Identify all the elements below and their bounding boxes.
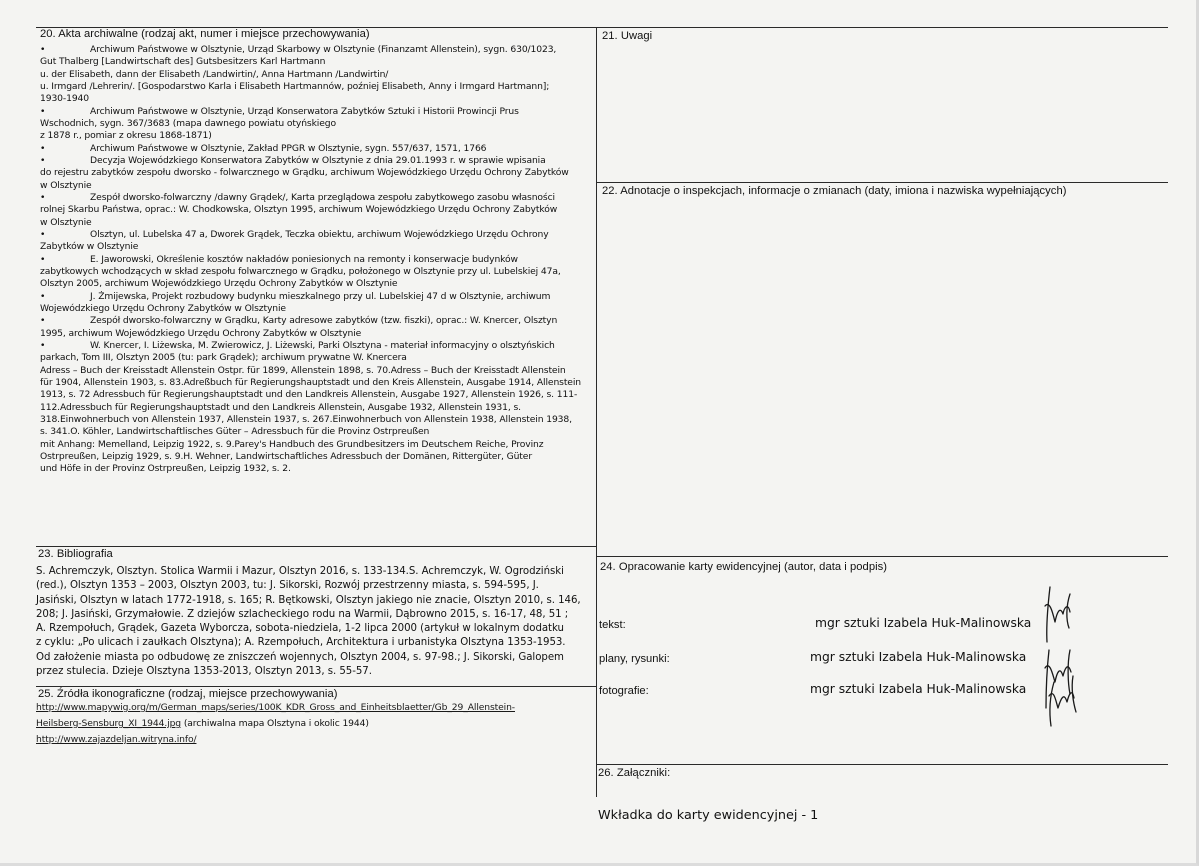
website-link[interactable]: http://www.zajazdeljan.witryna.info/ xyxy=(36,734,197,745)
section-23-bibliography xyxy=(36,565,596,679)
bibliography-line: (red.), Olsztyn 1353 – 2003, Olsztyn 2003, tu: J. Sikorski, Rozwój przestrzenny miasta, s. 594-595, J. xyxy=(36,580,539,592)
archival-record-text: Wojewódzkiego Urzędu Ochrony Zabytków w Olsztynie xyxy=(40,302,286,314)
section-22-header: 22. Adnotacje o inspekcjach, informacje o zmianach (daty, imiona i nazwiska wypełniających) xyxy=(602,185,1067,197)
archival-record-text: Gut Thalberg [Landwirtschaft des] Gutsbesitzers Karl Hartmann xyxy=(40,56,326,68)
archival-record-text: Zespół dworsko-folwarczny /dawny Grądek/, Karta przeglądowa zespołu zabytkowego zasobu własności xyxy=(90,191,555,203)
archival-record-line xyxy=(40,328,361,340)
section-26-header: 26. Załączniki: xyxy=(598,767,671,779)
archival-record-line xyxy=(40,278,397,290)
archival-record-text: w Olsztynie xyxy=(40,216,92,228)
archival-record-line xyxy=(40,303,286,315)
archival-record-text: Zespół dworsko-folwarczny w Grądku, Karty adresowe zabytków (tzw. fiszki), oprac.: W. Knercer, Olsztyn xyxy=(90,315,558,327)
archival-record-line xyxy=(40,402,521,414)
map-link-part-2[interactable]: Heilsberg-Sensburg_XI_1944.jpg xyxy=(36,718,182,729)
archival-record-line xyxy=(40,377,581,389)
section-24-header: 24. Opracowanie karty ewidencyjnej (autor, data i podpis) xyxy=(600,561,888,573)
iconography-link-1-continued xyxy=(36,718,369,730)
archival-record-line xyxy=(40,130,212,142)
signature-image xyxy=(1036,584,1096,734)
rule-24-26 xyxy=(597,764,1168,765)
archival-record-line xyxy=(40,291,550,303)
archival-record-text: 112.Adressbuch für Regierungshauptstadt und den Landkreis Allenstein, Ausgabe 1932, Allenstein 1931, s. xyxy=(40,401,521,413)
archival-record-line xyxy=(40,118,336,130)
archival-record-text: u. Irmgard /Lehrerin/. [Gospodarstwo Karla i Elisabeth Hartmannów, poźniej Elisabeth, Anny i Irmgard Hartmann]; xyxy=(40,80,550,92)
section-23-header: 23. Bibliografia xyxy=(38,548,113,560)
section-21-header: 21. Uwagi xyxy=(602,30,653,42)
archival-record-line xyxy=(40,81,549,93)
archival-record-line xyxy=(40,352,407,364)
bullet-icon: • xyxy=(40,290,46,302)
label-photos: fotografie: xyxy=(599,685,649,697)
archival-record-text: Archiwum Państwowe w Olsztynie, Urząd Skarbowy w Olsztynie (Finanzamt Allenstein), sygn. 630/1023, xyxy=(90,44,557,55)
archival-record-text: 1930-1940 xyxy=(40,93,89,105)
archival-record-text: E. Jaworowski, Określenie kosztów nakładów poniesionych na remonty i konserwacje budynków xyxy=(90,253,518,265)
archival-record-line xyxy=(40,254,518,266)
bullet-icon: • xyxy=(40,105,46,117)
archival-record-text: 1995, archiwum Wojewódzkiego Urzędu Ochrony Zabytków w Olsztynie xyxy=(40,327,362,339)
archival-record-text: rolnej Skarbu Państwa, oprac.: W. Chodkowska, Olsztyn 1995, archiwum Wojewódzkiego Urzędu Ochrony Zabytków xyxy=(40,204,558,216)
archival-record-text: Adress – Buch der Kreisstadt Allenstein Ostpr. für 1899, Allenstein 1898, s. 70.Adress – Buch der Kreisstadt Allenstein xyxy=(40,364,566,376)
archival-record-line xyxy=(40,69,388,81)
bullet-icon: • xyxy=(40,191,46,203)
archival-record-text: Olsztyn 2005, archiwum Wojewódzkiego Urzędu Ochrony Zabytków w Olsztynie xyxy=(40,278,398,290)
archival-record-text: Archiwum Państwowe w Olsztynie, Zakład PPGR w Olsztynie, sygn. 557/637, 1571, 1766 xyxy=(90,142,487,154)
archival-record-text: J. Żmijewska, Projekt rozbudowy budynku mieszkalnego przy ul. Lubelskiej 47 d w Olsztynie, archiwum xyxy=(90,290,551,302)
archival-record-line xyxy=(40,266,561,278)
archival-record-text: s. 341.O. Köhler, Landwirtschaftlisches Güter – Adressbuch für die Provinz Ostrpreußen xyxy=(40,426,430,438)
archival-record-line xyxy=(40,192,555,204)
iconography-link-1[interactable] xyxy=(36,702,515,714)
archival-record-text: u. der Elisabeth, dann der Elisabeth /Landwirtin/, Anna Hartmann /Landwirtin/ xyxy=(40,68,389,80)
archival-record-text: z 1878 r., pomiar z okresu 1868-1871) xyxy=(40,130,212,142)
archival-record-line xyxy=(40,451,532,463)
attachment-note: Wkładka do karty ewidencyjnej - 1 xyxy=(598,808,819,823)
bullet-icon: • xyxy=(40,339,46,351)
bibliography-line: S. Achremczyk, Olsztyn. Stolica Warmii i Mazur, Olsztyn 2016, s. 133-134.S. Achremczyk, W. Ogrodziński xyxy=(36,566,564,577)
archival-record-line xyxy=(40,315,557,327)
archival-record-text: 318.Einwohnerbuch von Allenstein 1937, Allenstein 1937, s. 267.Einwohnerbuch von Allenstein 1938, Allenstein 1938, xyxy=(40,413,572,425)
bibliography-line: A. Rzempołuch, Grądek, Gazeta Wyborcza, sobota-niedziela, 1-2 lipca 2000 (artykuł w lokalnym dodatku xyxy=(36,623,564,635)
bibliography-line: 208; J. Jasiński, Grzymałowie. Z dziejów szlacheckiego rodu na Warmii, Dąbrowno 2015, s. 16-17, 48, 51 ; xyxy=(36,608,569,620)
archival-record-text: und Höfe in der Provinz Ostrpreußen, Leipzig 1932, s. 2. xyxy=(40,463,291,475)
archival-record-text: Zabytków w Olsztynie xyxy=(40,241,139,253)
archival-record-text: 1913, s. 72 Adressbuch für Regierungshauptstadt und den Landkreis Allenstein, Ausgabe 1927, Allenstein 1926, s. 111- xyxy=(40,389,578,401)
iconography-link-2[interactable] xyxy=(36,734,196,746)
label-drawings: plany, rysunki: xyxy=(599,653,670,665)
bibliography-line: Jasiński, Olsztyn w latach 1772-1918, s. 165; R. Bętkowski, Olsztyn jakiego nie znacie, Olsztyn 2010, s. 146, xyxy=(36,594,581,606)
bullet-icon: • xyxy=(40,154,46,166)
archival-record-text: Olsztyn, ul. Lubelska 47 a, Dworek Grądek, Teczka obiektu, archiwum Wojewódzkiego Urzędu Ochrony xyxy=(90,228,549,240)
rule-23-25 xyxy=(36,686,596,687)
bullet-icon: • xyxy=(40,315,46,327)
bibliography-line: przez stulecia. Dzieje Olsztyna 1353-2013, Olsztyn 2013, s. 55-57. xyxy=(36,666,372,678)
archival-record-line xyxy=(40,93,89,105)
rule-21-22 xyxy=(597,182,1168,183)
archival-record-text: W. Knercer, I. Liżewska, M. Zwierowicz, J. Liżewski, Parki Olsztyna - materiał informacyjny o olsztyńskich xyxy=(90,339,555,351)
archival-record-line xyxy=(40,180,92,192)
label-text: tekst: xyxy=(599,619,626,631)
bullet-icon: • xyxy=(40,228,46,240)
bullet-icon: • xyxy=(40,142,46,154)
archival-record-line xyxy=(40,365,566,377)
section-25-header: 25. Źródła ikonograficzne (rodzaj, miejsce przechowywania) xyxy=(38,688,338,700)
archival-record-line xyxy=(40,414,572,426)
archival-record-line xyxy=(40,204,557,216)
archival-record-line xyxy=(40,155,546,167)
archival-record-line xyxy=(40,229,549,241)
map-link-note: (archiwalna mapa Olsztyna i okolic 1944) xyxy=(181,718,369,729)
archival-record-line xyxy=(40,44,556,56)
archival-record-line xyxy=(40,340,555,352)
rule-20-23 xyxy=(36,546,596,547)
author-photos: mgr sztuki Izabela Huk-Malinowska xyxy=(810,682,1027,696)
archival-record-text: mit Anhang: Memelland, Leipzig 1922, s. 9.Parey's Handbuch des Grundbesitzers im Deutschem Reiche, Provinz xyxy=(40,438,544,450)
bibliography-line: Od założenie miasta po odbudowę ze zniszczeń wojennych, Olsztyn 2004, s. 97-98.; J. Sikorski, Galopem xyxy=(36,651,564,663)
section-20-header: 20. Akta archiwalne (rodzaj akt, numer i miejsce przechowywania) xyxy=(40,28,370,40)
rule-22-24 xyxy=(597,556,1168,557)
archival-record-line xyxy=(40,217,92,229)
archival-record-line xyxy=(40,439,543,451)
column-divider xyxy=(596,27,597,797)
archival-record-line xyxy=(40,143,486,155)
bullet-icon: • xyxy=(40,44,46,55)
archival-record-line xyxy=(40,56,325,68)
archival-record-line xyxy=(40,426,429,438)
author-text: mgr sztuki Izabela Huk-Malinowska xyxy=(815,616,1032,630)
archival-record-text: Decyzja Wojewódzkiego Konserwatora Zabytków w Olsztynie z dnia 29.01.1993 r. w sprawie wpisania xyxy=(90,154,546,166)
archival-record-text: Archiwum Państwowe w Olsztynie, Urząd Konserwatora Zabytków Sztuki i Historii Prowincji Prus xyxy=(90,105,519,117)
archival-record-text: zabytkowych wchodzących w skład zespołu folwarcznego w Grądku, położonego w Olsztynie przy ul. Lubelskiej 47a, xyxy=(40,265,561,277)
archival-record-line xyxy=(40,106,519,118)
archival-record-line xyxy=(40,463,291,475)
bibliography-line: z cyklu: „Po ulicach i zaułkach Olsztyna); A. Rzempołuch, Architektura i urbanistyka Olsztyna 1353-1953. xyxy=(36,637,566,649)
archival-record-line xyxy=(40,241,138,253)
map-link-part-1[interactable]: http://www.mapywig.org/m/German_maps/series/100K_KDR_Gross_and_Einheitsblaetter/Gb_29_Allenstein- xyxy=(36,702,515,713)
archival-record-text: w Olsztynie xyxy=(40,179,92,191)
bullet-icon: • xyxy=(40,253,46,265)
archival-record-text: Wschodnich, sygn. 367/3683 (mapa dawnego powiatu otyńskiego xyxy=(40,117,336,129)
archival-record-text: parkach, Tom III, Olsztyn 2005 (tu: park Grądek); archiwum prywatne W. Knercera xyxy=(40,352,407,364)
archival-record-line xyxy=(40,167,569,179)
archival-record-text: für 1904, Allenstein 1903, s. 83.Adreßbuch für Regierungshauptstadt und den Kreis Allenstein, Ausgabe 1914, Allenstein xyxy=(40,376,581,388)
archival-record-line xyxy=(40,389,577,401)
author-drawings: mgr sztuki Izabela Huk-Malinowska xyxy=(810,650,1027,664)
archival-record-text: do rejestru zabytków zespołu dworsko - folwarcznego w Grądku, archiwum Wojewódzkiego Urzędu Ochrony Zabytków xyxy=(40,167,569,179)
archival-record-text: Ostrpreußen, Leipzig 1929, s. 9.H. Wehner, Landwirtschaftliches Adressbuch der Domänen, Rittergüter, Güter xyxy=(40,450,532,462)
